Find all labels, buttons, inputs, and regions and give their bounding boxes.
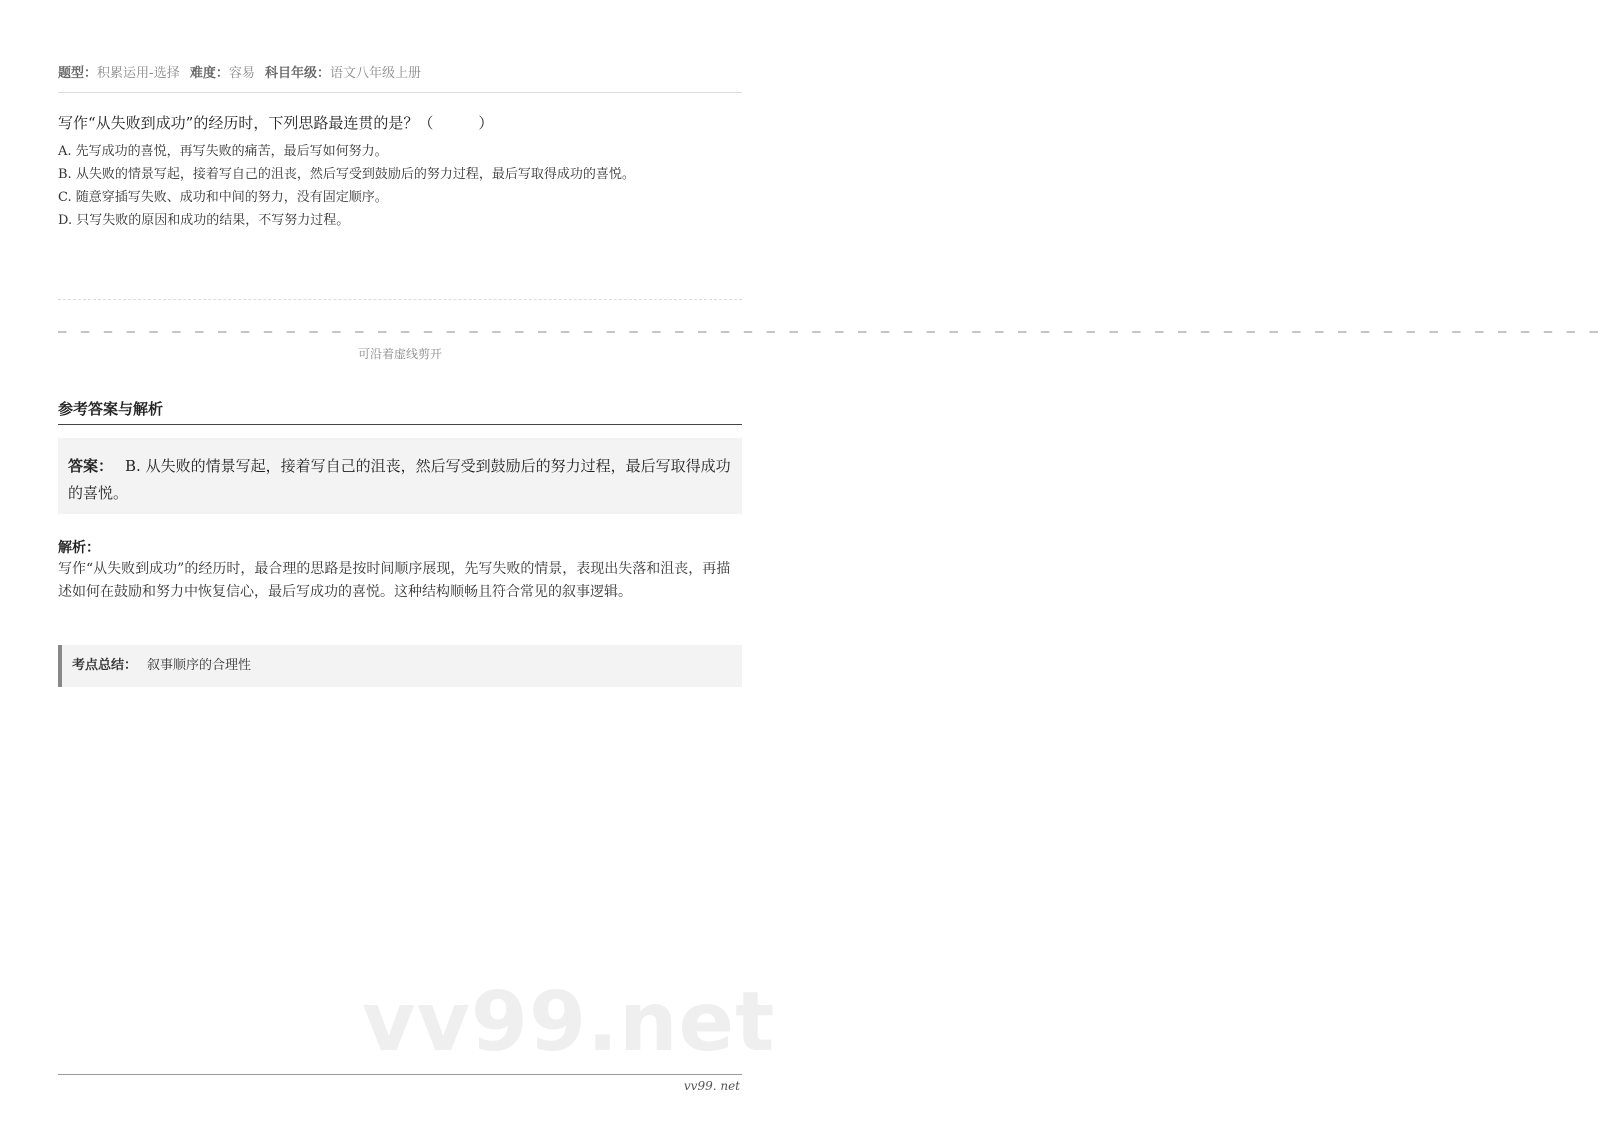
type-value: 积累运用-选择 [97,66,180,81]
grade-label: 科目年级： [265,66,331,81]
difficulty-value: 容易 [228,66,255,81]
analysis-text: 写作“从失败到成功”的经历时，最合理的思路是按时间顺序展现，先写失败的情景，表现出失落和沮丧，再描述如何在鼓励和努力中恢复信心，最后写成功的喜悦。这种结构顺畅且符合常见的叙事逻辑。 [58,561,731,600]
answer-box [58,438,742,514]
site-watermark: vv99.net [362,975,776,1070]
type-label: 题型： [58,66,98,81]
footer-site-name[interactable]: vv99. net [683,1079,740,1093]
option-c[interactable]: C. 随意穿插写失败、成功和中间的努力，没有固定顺序。 [58,190,388,205]
answer-label: 答案： [68,457,114,475]
answer-area-divider [58,299,742,300]
option-list [58,140,742,232]
option-d[interactable]: D. 只写失败的原因和成功的结果，不写努力过程。 [58,213,350,228]
section-divider [58,424,742,425]
cut-line-hint: 可沿着虚线剪开 [357,347,442,361]
answer-section-title: 参考答案与解析 [58,400,164,418]
question-meta [58,62,742,81]
option-b[interactable]: B. 从失败的情景写起，接着写自己的沮丧，然后写受到鼓励后的努力过程，最后写取得成功的喜悦。 [58,167,635,182]
difficulty-label: 难度： [189,66,229,81]
option-a[interactable]: A. 先写成功的喜悦，再写失败的痛苦，最后写如何努力。 [58,144,388,159]
grade-value: 语文八年级上册 [330,66,422,81]
meta-divider [58,92,742,93]
key-point-box [58,645,742,687]
answer-text: B. 从失败的情景写起，接着写自己的沮丧，然后写受到鼓励后的努力过程，最后写取得成功的喜悦。 [68,457,731,502]
analysis-label: 解析： [58,540,100,556]
key-point-text: 叙事顺序的合理性 [147,658,252,673]
question-stem: 写作“从失败到成功”的经历时，下列思路最连贯的是？（ ） [58,114,494,132]
footer-divider [58,1074,742,1075]
key-point-label: 考点总结： [72,658,138,673]
cut-line: – – – – – – – – – – – – – – – – – – – – – – – – – – – – – – – – – – – – – – – – – – – – – – – – – – – – – – – – – – – – – – – – – – – – [58,324,1601,340]
